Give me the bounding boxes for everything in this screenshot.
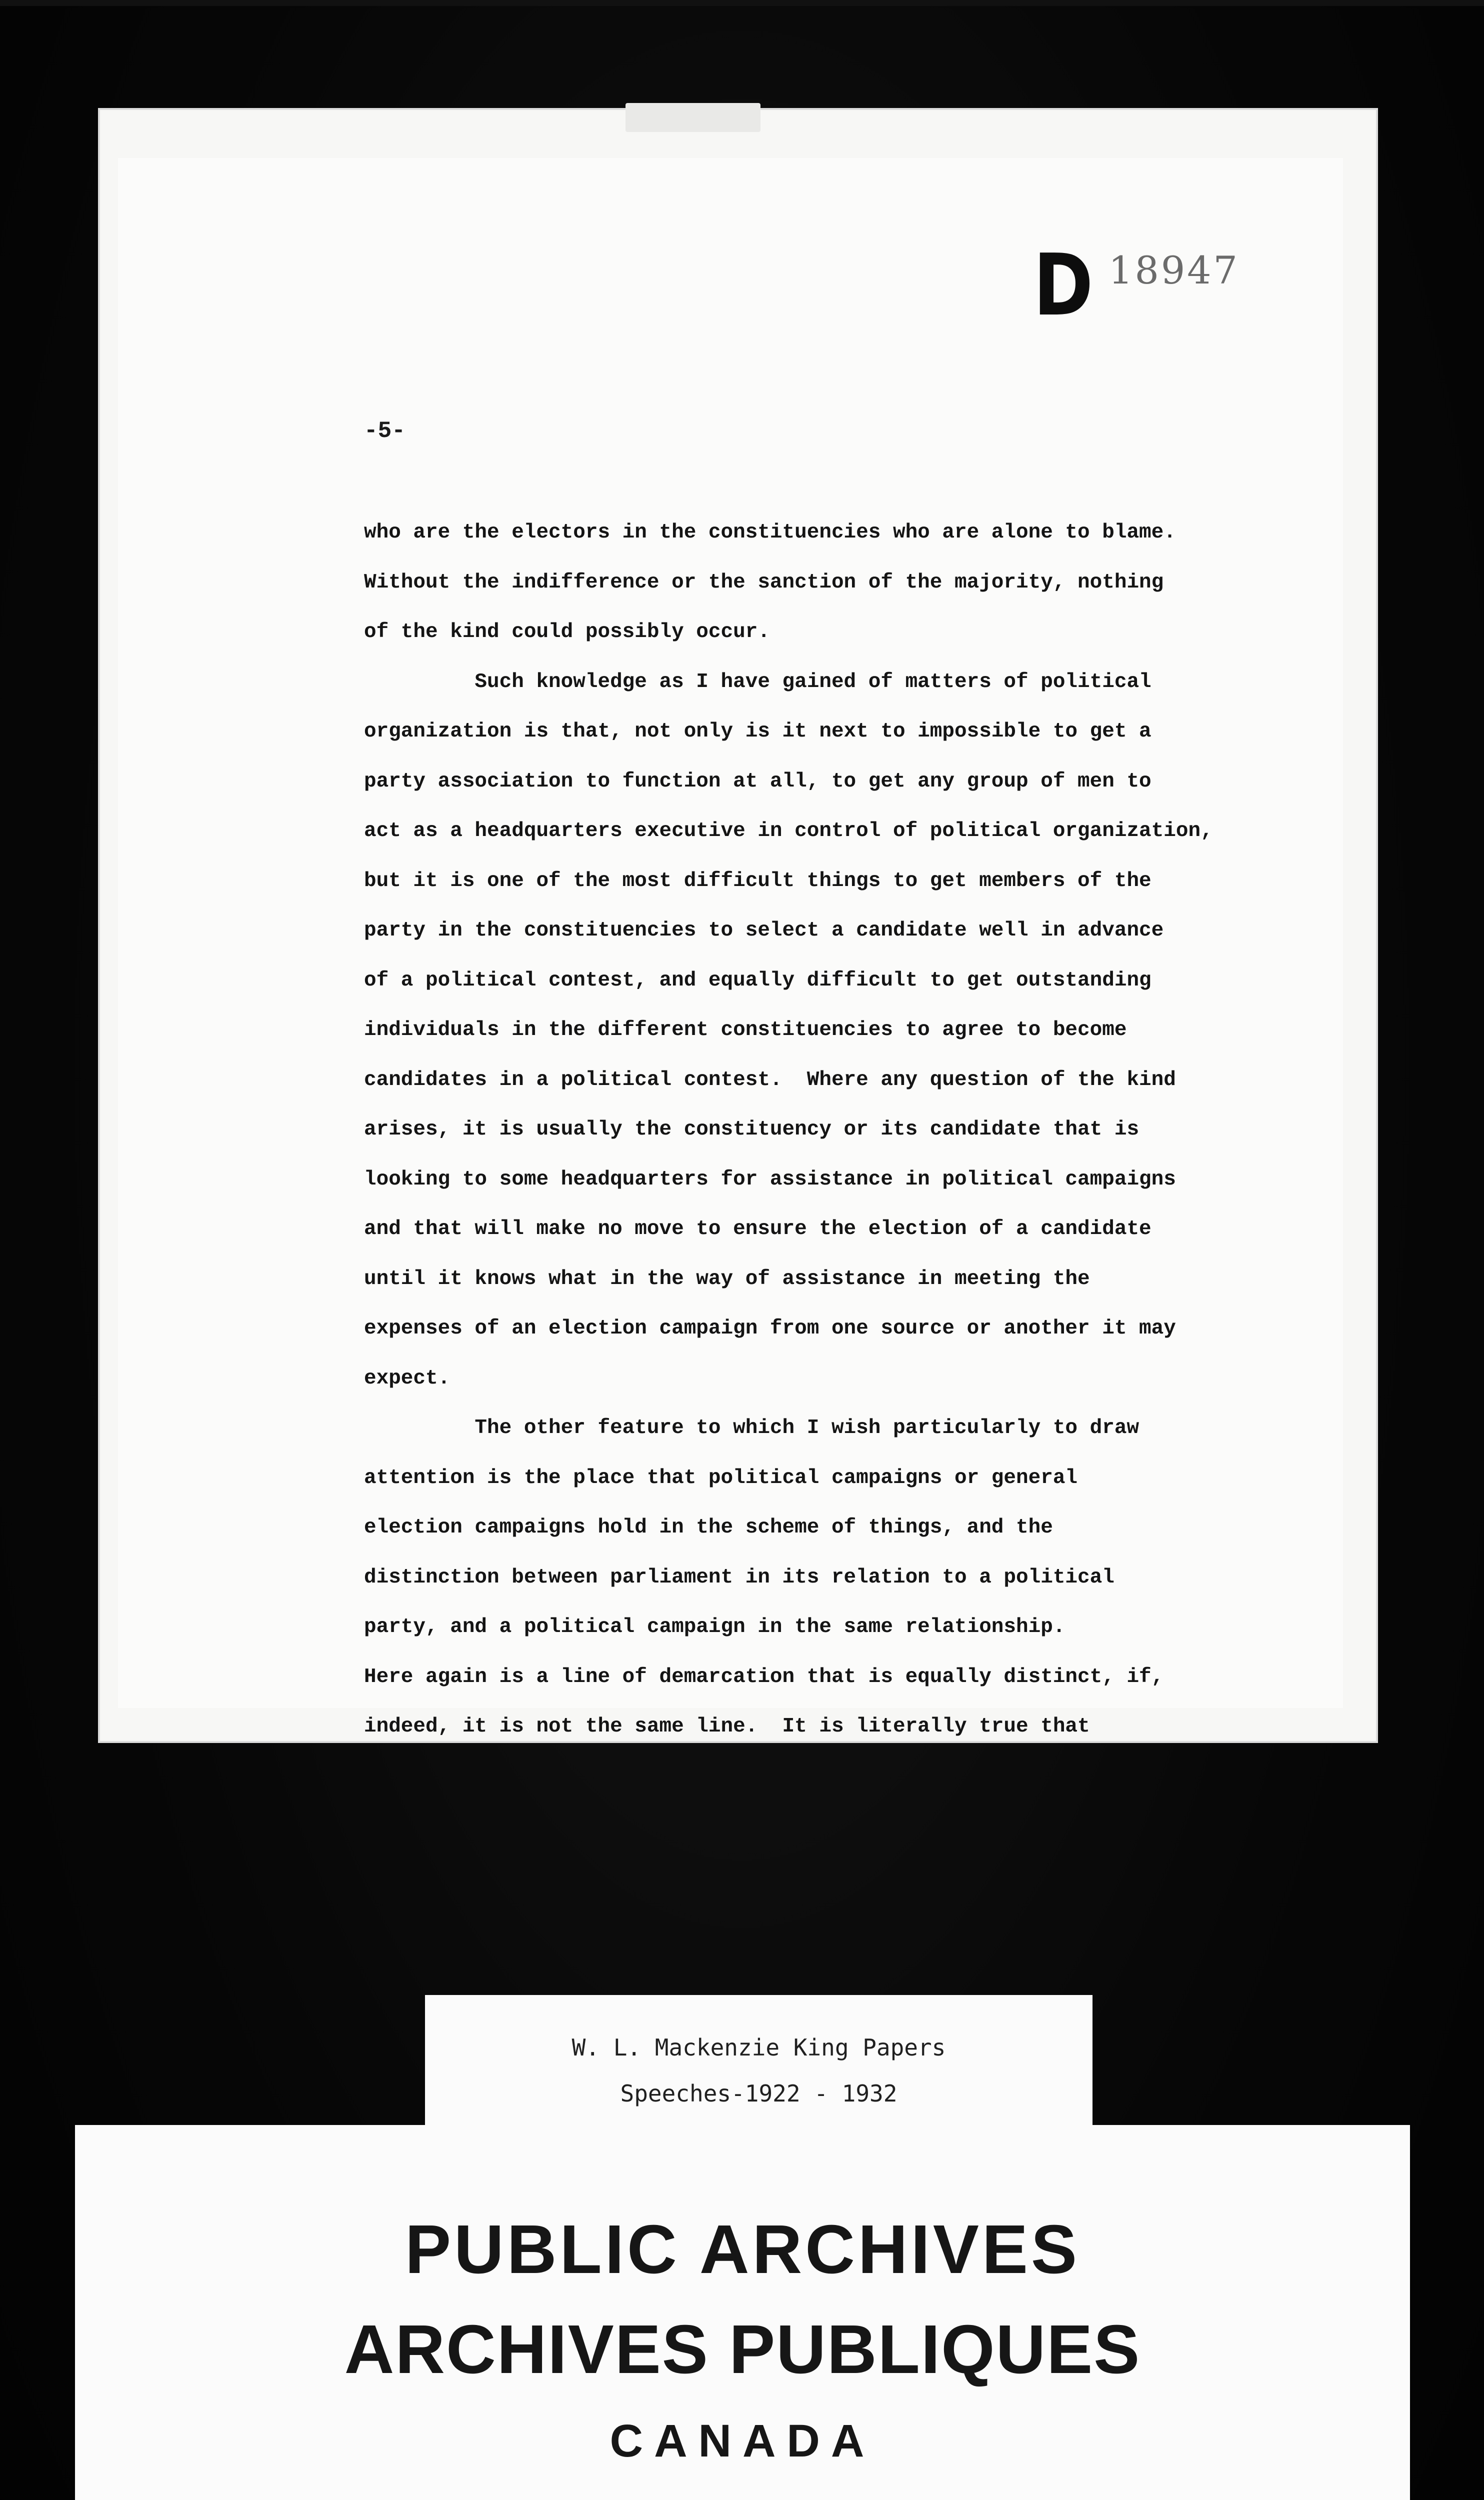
- text-line: but it is one of the most difficult things to get members of the: [364, 869, 1152, 892]
- text-line: who are the electors in the constituencies who are alone to blame.: [364, 521, 1176, 544]
- text-line: of a political contest, and equally difficult to get outstanding: [364, 968, 1152, 992]
- collection-name: W. L. Mackenzie King Papers: [572, 2034, 946, 2061]
- archives-french: ARCHIVES PUBLIQUES: [344, 2311, 1141, 2388]
- text-line: Such knowledge as I have gained of matters of political: [364, 670, 1152, 694]
- text-line: expect.: [364, 1366, 450, 1390]
- paper-clip-mark: [626, 103, 760, 132]
- collection-label: [425, 1995, 1092, 2130]
- text-line: candidates in a political contest. Where any question of the kind: [364, 1068, 1176, 1092]
- archives-english: PUBLIC ARCHIVES: [405, 2211, 1080, 2288]
- text-line: attention is the place that political campaigns or general: [364, 1466, 1078, 1490]
- film-edge: [0, 0, 1484, 6]
- archives-country: CANADA: [610, 2416, 876, 2466]
- text-line: indeed, it is not the same line. It is literally true that: [364, 1715, 1090, 1738]
- text-line: party association to function at all, to get any group of men to: [364, 770, 1152, 793]
- text-line: The other feature to which I wish particularly to draw: [364, 1416, 1140, 1440]
- text-line: distinction between parliament in its relation to a political: [364, 1566, 1114, 1589]
- text-line: expenses of an election campaign from one source or another it may: [364, 1317, 1176, 1340]
- stamp-letter: D: [1033, 236, 1094, 335]
- text-line: act as a headquarters executive in control of political organization,: [364, 820, 1213, 842]
- archive-number: 18947: [1108, 248, 1240, 292]
- typed-page: [98, 108, 1378, 1743]
- archives-banner: [75, 2125, 1410, 2500]
- text-line: party in the constituencies to select a candidate well in advance: [364, 919, 1164, 942]
- text-line: party, and a political campaign in the same relationship.: [364, 1616, 1066, 1638]
- page-number: -5-: [364, 418, 406, 444]
- text-line: organization is that, not only is it next to impossible to get a: [364, 720, 1152, 743]
- text-line: Without the indifference or the sanction of the majority, nothing: [364, 570, 1164, 594]
- text-line: arises, it is usually the constituency or its candidate that is: [364, 1118, 1140, 1141]
- collection-series: Speeches-1922 - 1932: [620, 2080, 898, 2107]
- text-line: looking to some headquarters for assistance in political campaigns: [364, 1168, 1176, 1191]
- text-line: individuals in the different constituencies to agree to become: [364, 1018, 1127, 1042]
- text-line: and that will make no move to ensure the election of a candidate: [364, 1218, 1152, 1240]
- archive-stamp: [1028, 236, 1240, 335]
- text-line: until it knows what in the way of assistance in meeting the: [364, 1267, 1090, 1290]
- typed-body-text: [364, 508, 1394, 1752]
- text-line: election campaigns hold in the scheme of things, and the: [364, 1516, 1053, 1539]
- text-line: of the kind could possibly occur.: [364, 620, 770, 644]
- text-line: Here again is a line of demarcation that is equally distinct, if,: [364, 1665, 1164, 1688]
